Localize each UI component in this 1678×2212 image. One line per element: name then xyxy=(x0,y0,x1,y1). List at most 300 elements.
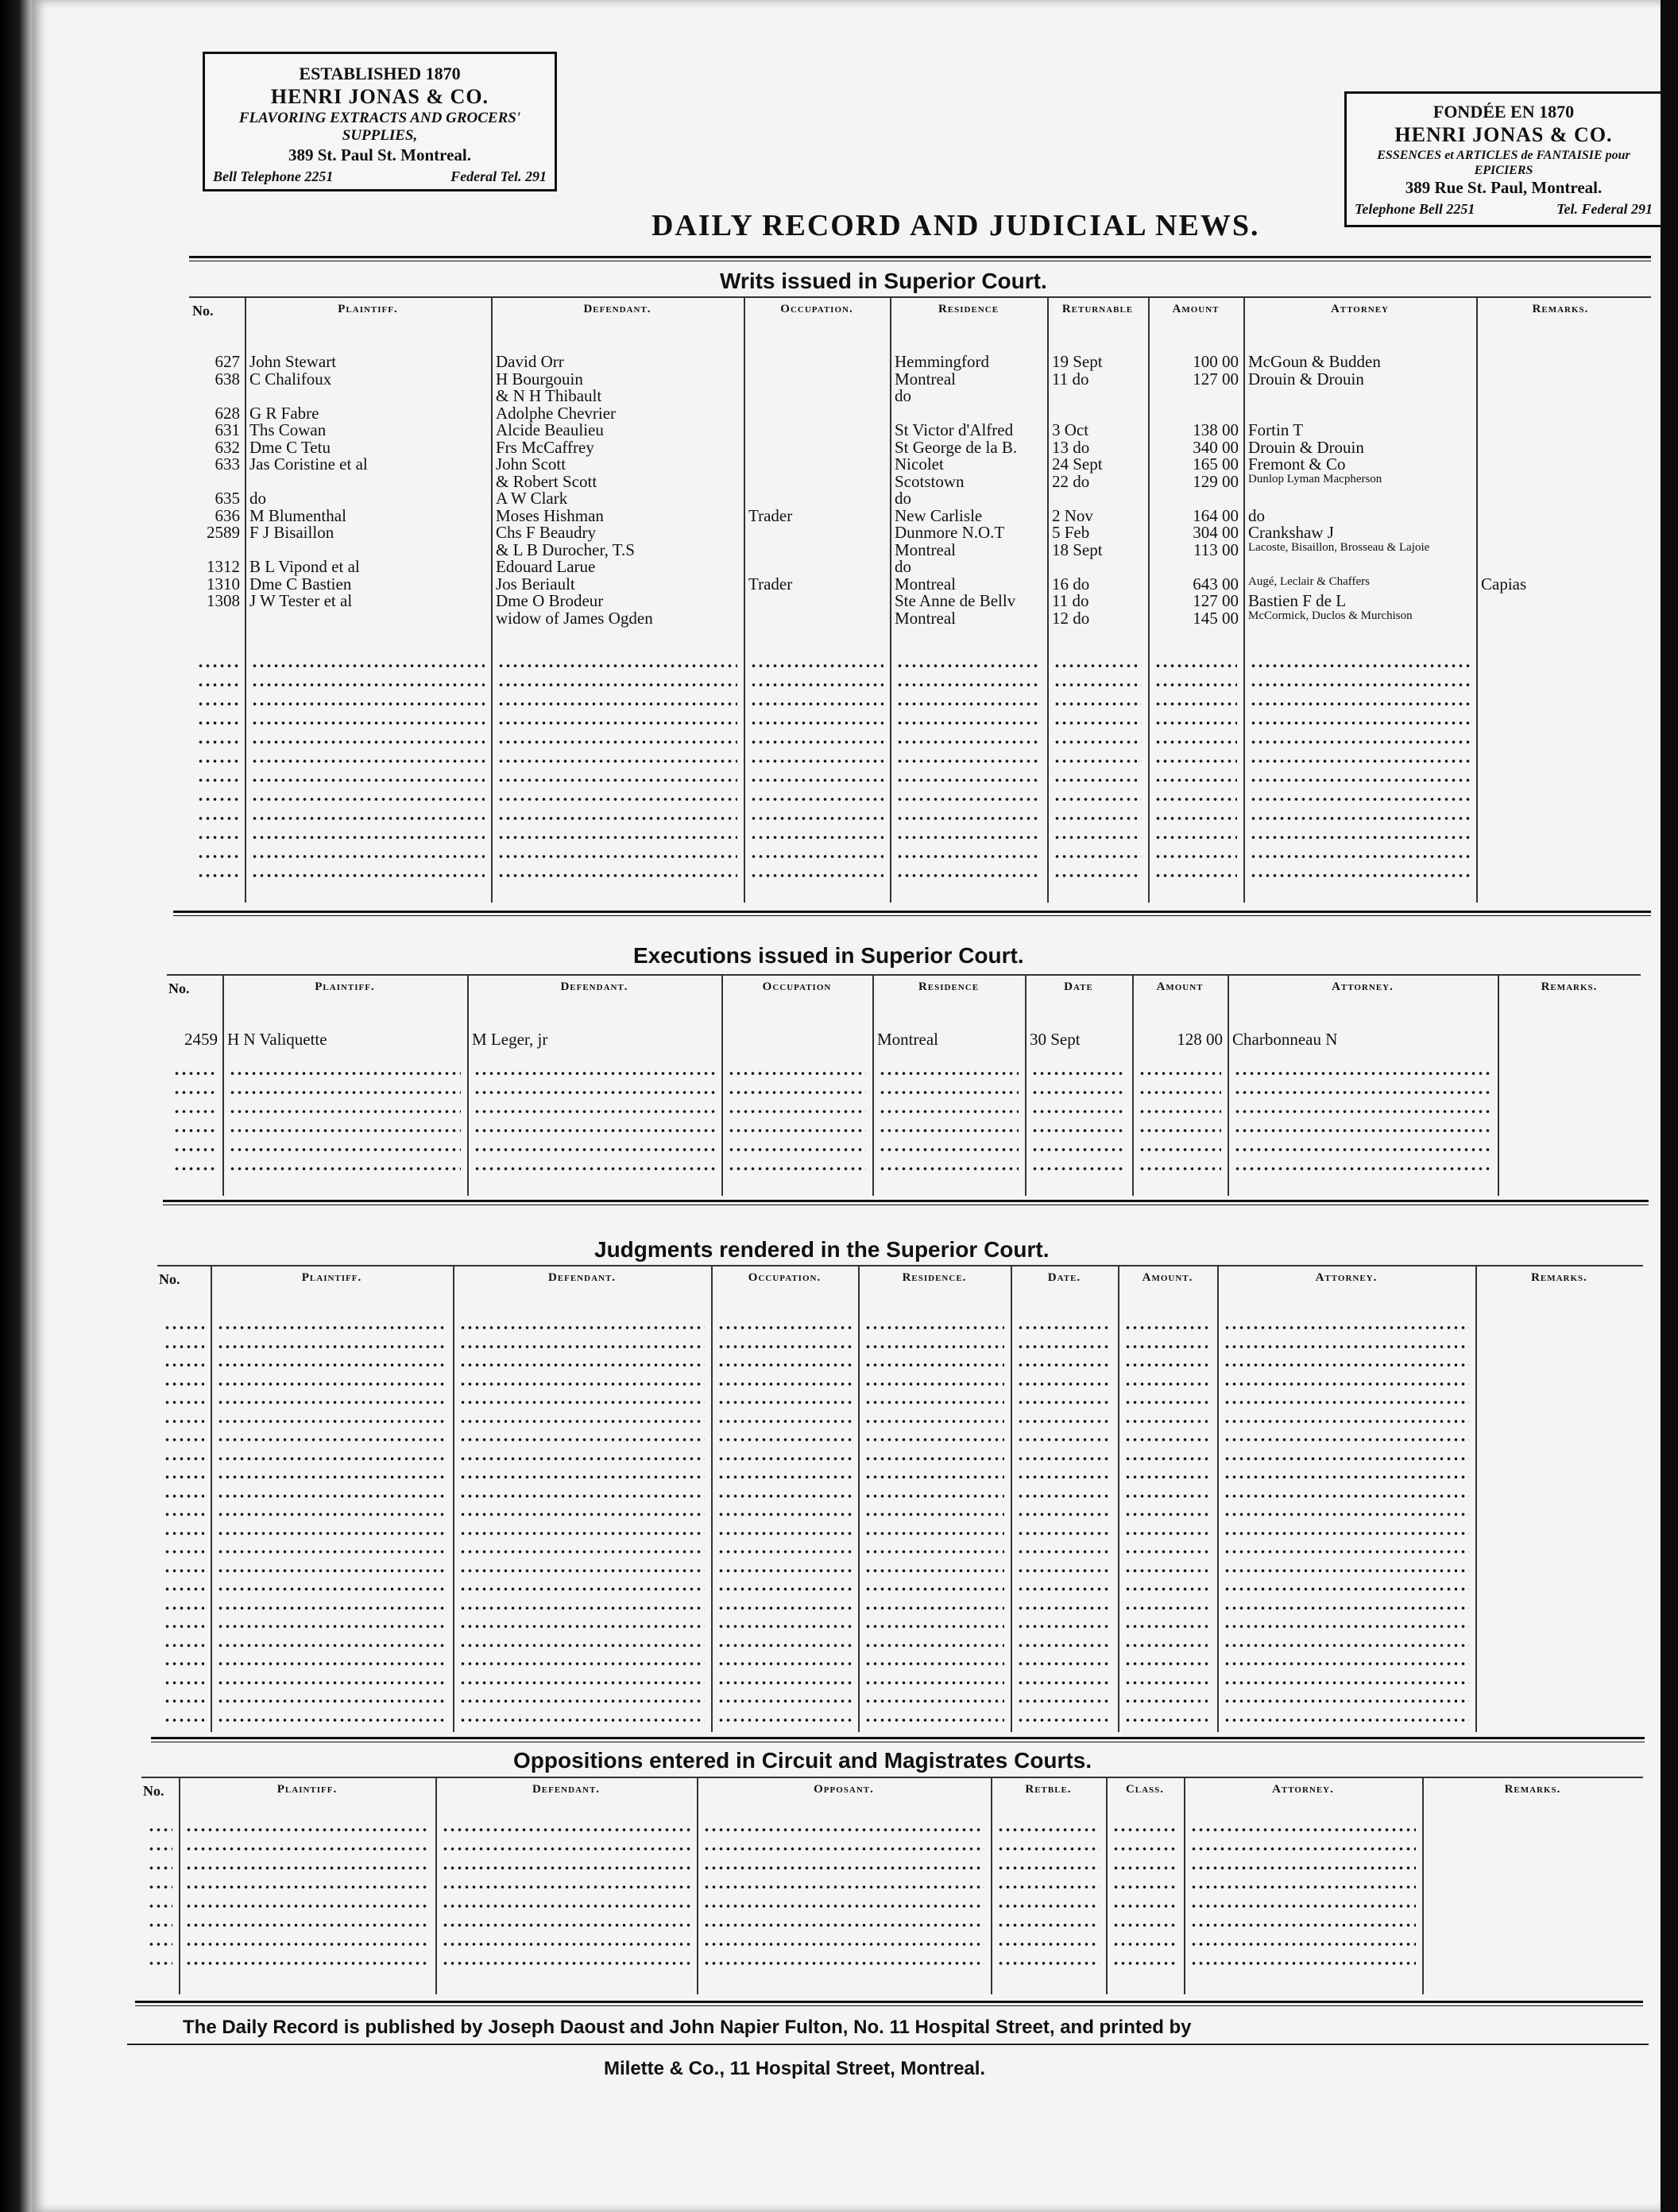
writs-cell-amount: 165 00 xyxy=(1193,454,1239,474)
writs-cell-attorney: Augé, Leclair & Chaffers xyxy=(1248,574,1370,588)
judgments-dotted-leader xyxy=(1224,1512,1469,1517)
executions-cell-defendant: M Leger, jr xyxy=(472,1030,548,1049)
executions-column-divider xyxy=(1498,974,1499,1196)
judgments-dotted-leader xyxy=(459,1661,705,1666)
executions-dotted-leader xyxy=(173,1109,216,1114)
oppositions-dotted-leader xyxy=(703,1827,984,1832)
oppositions-bottom-rule xyxy=(135,2001,1643,2006)
judgments-dotted-leader xyxy=(217,1512,447,1517)
executions-header-7: Attorney. xyxy=(1332,980,1394,993)
oppositions-column-divider xyxy=(697,1777,698,1994)
writs-cell-plaintiff: Dme C Tetu xyxy=(249,437,331,457)
writs-dotted-leader xyxy=(251,778,485,783)
judgments-dotted-leader xyxy=(1124,1606,1211,1611)
writs-dotted-leader xyxy=(197,702,238,706)
executions-dotted-leader xyxy=(728,1166,866,1171)
writs-cell-plaintiff: G R Fabre xyxy=(249,403,319,423)
judgments-dotted-leader xyxy=(717,1494,852,1499)
writs-dotted-leader xyxy=(1250,873,1470,878)
writs-dotted-leader xyxy=(1154,683,1237,687)
writs-dotted-leader xyxy=(1154,759,1237,764)
executions-dotted-leader xyxy=(1234,1147,1491,1152)
writs-dotted-leader xyxy=(896,854,1041,859)
writs-dotted-leader xyxy=(896,759,1041,764)
oppositions-dotted-leader xyxy=(185,1847,429,1851)
writs-dotted-leader xyxy=(251,740,485,744)
oppositions-dotted-leader xyxy=(442,1827,690,1832)
judgments-dotted-leader xyxy=(717,1549,852,1554)
oppositions-dotted-leader xyxy=(1112,1942,1177,1947)
executions-dotted-leader xyxy=(229,1071,461,1076)
writs-column-divider xyxy=(1243,296,1245,903)
oppositions-column-divider xyxy=(1106,1777,1108,1994)
oppositions-dotted-leader xyxy=(703,1904,984,1908)
writs-cell-residence: Montreal xyxy=(895,539,956,559)
writs-cell-residence: do xyxy=(895,489,911,508)
oppositions-dotted-leader xyxy=(1112,1904,1177,1908)
judgments-header-8: Remarks. xyxy=(1531,1271,1587,1284)
judgments-dotted-leader xyxy=(717,1624,852,1629)
judgments-dotted-leader xyxy=(217,1643,447,1648)
judgments-dotted-leader xyxy=(1124,1718,1211,1723)
writs-cell-residence: Montreal xyxy=(895,369,956,389)
ad-right-tel-federal: Tel. Federal 291 xyxy=(1556,201,1653,218)
oppositions-dotted-leader xyxy=(1190,1904,1416,1908)
judgments-dotted-leader xyxy=(1017,1680,1112,1685)
oppositions-dotted-leader xyxy=(703,1961,984,1966)
writs-cell-attorney: McGoun & Budden xyxy=(1248,352,1381,371)
executions-header-rule xyxy=(167,974,1641,976)
oppositions-header-1: Plaintiff. xyxy=(276,1783,338,1796)
ad-left-line2: HENRI JONAS & CO. xyxy=(270,85,489,109)
writs-header-1: Plaintiff. xyxy=(338,303,398,315)
oppositions-dotted-leader xyxy=(185,1961,429,1966)
ad-right-line4: 389 Rue St. Paul, Montreal. xyxy=(1405,177,1603,197)
writs-dotted-leader xyxy=(1054,816,1142,821)
writs-cell-residence: Nicolet xyxy=(895,454,944,474)
oppositions-dotted-leader xyxy=(148,1885,172,1889)
executions-header-3: Occupation xyxy=(762,980,832,993)
executions-dotted-leader xyxy=(1031,1071,1126,1076)
executions-dotted-leader xyxy=(229,1090,461,1095)
judgments-dotted-leader xyxy=(1017,1437,1112,1442)
oppositions-dotted-leader xyxy=(148,1847,172,1851)
writs-dotted-leader xyxy=(1250,759,1470,764)
writs-cell-returnable: 11 do xyxy=(1052,369,1089,389)
writs-cell-attorney: do xyxy=(1248,505,1265,525)
judgments-dotted-leader xyxy=(864,1680,1004,1685)
writs-cell-remarks: Capias xyxy=(1481,574,1527,594)
executions-header-6: Amount xyxy=(1156,980,1204,993)
executions-dotted-leader xyxy=(1139,1109,1221,1114)
oppositions-header-4: Retble. xyxy=(1025,1783,1072,1796)
writs-cell-defendant: & L B Durocher, T.S xyxy=(496,539,635,559)
judgments-dotted-leader xyxy=(1124,1325,1211,1330)
judgments-dotted-leader xyxy=(217,1699,447,1703)
writs-cell-amount: 304 00 xyxy=(1193,523,1239,542)
writs-dotted-leader xyxy=(1154,835,1237,840)
executions-dotted-leader xyxy=(879,1166,1019,1171)
writs-dotted-leader xyxy=(251,854,485,859)
writs-dotted-leader xyxy=(497,835,737,840)
oppositions-dotted-leader xyxy=(442,1961,690,1966)
judgments-dotted-leader xyxy=(1017,1512,1112,1517)
executions-header-5: Date xyxy=(1064,980,1093,993)
judgments-dotted-leader xyxy=(1017,1456,1112,1461)
judgments-dotted-leader xyxy=(459,1699,705,1703)
ad-left-telephone xyxy=(205,165,555,186)
writs-cell-plaintiff: Jas Coristine et al xyxy=(249,454,368,474)
oppositions-column-divider xyxy=(1184,1777,1185,1994)
writs-cell-attorney: Dunlop Lyman Macpherson xyxy=(1248,472,1382,485)
oppositions-dotted-leader xyxy=(148,1866,172,1870)
judgments-dotted-leader xyxy=(1124,1344,1211,1349)
judgments-dotted-leader xyxy=(459,1419,705,1424)
ad-right-tel-bell: Telephone Bell 2251 xyxy=(1355,201,1475,218)
writs-dotted-leader xyxy=(1250,721,1470,725)
writs-cell-occupation: Trader xyxy=(748,505,793,525)
judgments-dotted-leader xyxy=(864,1400,1004,1405)
writs-dotted-leader xyxy=(1054,797,1142,802)
oppositions-dotted-leader xyxy=(997,1847,1100,1851)
judgments-dotted-leader xyxy=(1124,1531,1211,1536)
judgments-dotted-leader xyxy=(1224,1680,1469,1685)
judgments-dotted-leader xyxy=(1017,1382,1112,1386)
writs-dotted-leader xyxy=(750,854,883,859)
writs-cell-no: 636 xyxy=(215,505,240,525)
writs-cell-defendant: & N H Thibault xyxy=(496,386,602,405)
writs-cell-defendant: Adolphe Chevrier xyxy=(496,403,617,423)
writs-dotted-leader xyxy=(1054,721,1142,725)
writs-dotted-leader xyxy=(251,702,485,706)
judgments-dotted-leader xyxy=(217,1344,447,1349)
writs-dotted-leader xyxy=(750,683,883,687)
oppositions-dotted-leader xyxy=(442,1847,690,1851)
judgments-dotted-leader xyxy=(1124,1549,1211,1554)
oppositions-dotted-leader xyxy=(442,1942,690,1947)
writs-header-8: Remarks. xyxy=(1532,303,1589,315)
judgments-dotted-leader xyxy=(1017,1419,1112,1424)
writs-column-divider xyxy=(744,296,745,903)
oppositions-dotted-leader xyxy=(997,1904,1100,1908)
judgments-dotted-leader xyxy=(1224,1531,1469,1536)
writs-dotted-leader xyxy=(197,683,238,687)
writs-dotted-leader xyxy=(750,873,883,878)
oppositions-dotted-leader xyxy=(148,1942,172,1947)
writs-cell-amount: 643 00 xyxy=(1193,574,1239,594)
executions-dotted-leader xyxy=(1234,1109,1491,1114)
writs-dotted-leader xyxy=(497,683,737,687)
executions-dotted-leader xyxy=(1234,1071,1491,1076)
writs-dotted-leader xyxy=(896,702,1041,706)
judgments-dotted-leader xyxy=(864,1456,1004,1461)
writs-cell-residence: St Victor d'Alfred xyxy=(895,420,1014,439)
writs-bottom-rule xyxy=(173,911,1651,916)
writs-cell-amount: 145 00 xyxy=(1193,608,1239,628)
oppositions-dotted-leader xyxy=(148,1827,172,1832)
judgments-dotted-leader xyxy=(459,1382,705,1386)
judgments-dotted-leader xyxy=(717,1400,852,1405)
executions-dotted-leader xyxy=(474,1071,715,1076)
writs-cell-plaintiff: B L Vipond et al xyxy=(249,557,360,576)
writs-cell-defendant: John Scott xyxy=(496,454,566,474)
writs-dotted-leader xyxy=(197,721,238,725)
executions-cell-no: 2459 xyxy=(184,1030,218,1049)
judgments-dotted-leader xyxy=(217,1325,447,1330)
executions-dotted-leader xyxy=(1139,1147,1221,1152)
judgments-dotted-leader xyxy=(1224,1363,1469,1367)
writs-cell-returnable: 5 Feb xyxy=(1052,523,1090,542)
judgments-dotted-leader xyxy=(1224,1400,1469,1405)
judgments-dotted-leader xyxy=(1224,1624,1469,1629)
judgments-dotted-leader xyxy=(717,1344,852,1349)
oppositions-dotted-leader xyxy=(703,1923,984,1928)
writs-dotted-leader xyxy=(197,854,238,859)
writs-column-divider xyxy=(1047,296,1049,903)
judgments-dotted-leader xyxy=(217,1456,447,1461)
writs-cell-attorney: Drouin & Drouin xyxy=(1248,437,1364,457)
oppositions-header-2: Defendant. xyxy=(532,1783,601,1796)
writs-cell-residence: Dunmore N.O.T xyxy=(895,523,1005,542)
judgments-dotted-leader xyxy=(864,1718,1004,1723)
writs-header-3: Occupation. xyxy=(780,303,853,315)
judgments-header-1: Plaintiff. xyxy=(301,1271,362,1284)
judgments-dotted-leader xyxy=(217,1661,447,1666)
judgments-dotted-leader xyxy=(1224,1344,1469,1349)
judgments-column-divider xyxy=(211,1265,212,1732)
writs-cell-amount: 100 00 xyxy=(1193,352,1239,371)
judgments-dotted-leader xyxy=(459,1624,705,1629)
writs-dotted-leader xyxy=(1054,854,1142,859)
judgments-dotted-leader xyxy=(1224,1475,1469,1479)
writs-cell-plaintiff: John Stewart xyxy=(249,352,337,371)
judgments-dotted-leader xyxy=(1017,1344,1112,1349)
writs-cell-attorney: Drouin & Drouin xyxy=(1248,369,1364,389)
judgments-dotted-leader xyxy=(1124,1456,1211,1461)
judgments-dotted-leader xyxy=(164,1475,204,1479)
judgments-dotted-leader xyxy=(459,1400,705,1405)
executions-cell-amount: 128 00 xyxy=(1177,1030,1223,1049)
writs-dotted-leader xyxy=(197,663,238,668)
oppositions-dotted-leader xyxy=(185,1885,429,1889)
writs-dotted-leader xyxy=(896,683,1041,687)
writs-cell-residence: Hemmingford xyxy=(895,352,989,371)
writs-dotted-leader xyxy=(1250,835,1470,840)
judgments-dotted-leader xyxy=(1224,1456,1469,1461)
judgments-dotted-leader xyxy=(164,1325,204,1330)
judgments-dotted-leader xyxy=(864,1382,1004,1386)
judgments-dotted-leader xyxy=(864,1624,1004,1629)
masthead-title: DAILY RECORD AND JUDICIAL NEWS. xyxy=(651,209,1260,242)
writs-cell-residence: do xyxy=(895,386,911,405)
writs-dotted-leader xyxy=(1250,740,1470,744)
writs-cell-residence: do xyxy=(895,557,911,576)
judgments-dotted-leader xyxy=(717,1718,852,1723)
ad-left xyxy=(203,52,557,191)
writs-dotted-leader xyxy=(750,702,883,706)
judgments-dotted-leader xyxy=(1124,1363,1211,1367)
writs-dotted-leader xyxy=(750,759,883,764)
executions-dotted-leader xyxy=(879,1071,1019,1076)
judgments-dotted-leader xyxy=(217,1606,447,1611)
oppositions-dotted-leader xyxy=(1190,1885,1416,1889)
judgments-dotted-leader xyxy=(1224,1606,1469,1611)
judgments-header-0: No. xyxy=(159,1271,180,1287)
oppositions-dotted-leader xyxy=(997,1942,1100,1947)
oppositions-dotted-leader xyxy=(185,1827,429,1832)
writs-cell-residence: New Carlisle xyxy=(895,505,983,525)
judgments-dotted-leader xyxy=(864,1494,1004,1499)
judgments-dotted-leader xyxy=(1124,1512,1211,1517)
oppositions-dotted-leader xyxy=(442,1866,690,1870)
oppositions-dotted-leader xyxy=(148,1923,172,1928)
writs-cell-amount: 138 00 xyxy=(1193,420,1239,439)
oppositions-dotted-leader xyxy=(442,1904,690,1908)
writs-cell-defendant: Dme O Brodeur xyxy=(496,591,604,610)
oppositions-dotted-leader xyxy=(185,1866,429,1870)
judgments-dotted-leader xyxy=(459,1363,705,1367)
judgments-dotted-leader xyxy=(1017,1624,1112,1629)
ad-left-line1: ESTABLISHED 1870 xyxy=(299,64,461,83)
writs-dotted-leader xyxy=(750,835,883,840)
executions-dotted-leader xyxy=(1139,1128,1221,1133)
writs-cell-defendant: A W Clark xyxy=(496,489,568,508)
writs-dotted-leader xyxy=(896,778,1041,783)
writs-cell-returnable: 3 Oct xyxy=(1052,420,1089,439)
writs-dotted-leader xyxy=(896,663,1041,668)
judgments-header-7: Attorney. xyxy=(1315,1271,1378,1284)
oppositions-dotted-leader xyxy=(997,1961,1100,1966)
judgments-dotted-leader xyxy=(717,1325,852,1330)
ad-left-tel-federal: Federal Tel. 291 xyxy=(450,168,547,185)
oppositions-header-0: No. xyxy=(143,1783,164,1799)
oppositions-dotted-leader xyxy=(1190,1961,1416,1966)
judgments-dotted-leader xyxy=(459,1475,705,1479)
writs-dotted-leader xyxy=(750,740,883,744)
writs-cell-attorney: Lacoste, Bisaillon, Brosseau & Lajoie xyxy=(1248,540,1430,554)
judgments-dotted-leader xyxy=(717,1419,852,1424)
writs-dotted-leader xyxy=(1154,778,1237,783)
writs-cell-defendant: Moses Hishman xyxy=(496,505,604,525)
executions-dotted-leader xyxy=(173,1071,216,1076)
executions-header-0: No. xyxy=(168,980,190,996)
judgments-dotted-leader xyxy=(164,1419,204,1424)
executions-dotted-leader xyxy=(1031,1166,1126,1171)
judgments-dotted-leader xyxy=(1017,1363,1112,1367)
writs-cell-no: 632 xyxy=(215,437,240,457)
writs-header-0: No. xyxy=(192,303,214,319)
writs-dotted-leader xyxy=(896,816,1041,821)
ad-left-tel-bell: Bell Telephone 2251 xyxy=(213,168,334,185)
writs-cell-defendant: Edouard Larue xyxy=(496,557,596,576)
ad-right-line1: FONDÉE EN 1870 xyxy=(1432,102,1575,122)
judgments-dotted-leader xyxy=(1017,1643,1112,1648)
judgments-dotted-leader xyxy=(459,1680,705,1685)
oppositions-column-divider xyxy=(991,1777,992,1994)
oppositions-dotted-leader xyxy=(148,1961,172,1966)
judgments-dotted-leader xyxy=(459,1494,705,1499)
writs-dotted-leader xyxy=(197,873,238,878)
writs-cell-residence: Montreal xyxy=(895,608,956,628)
ad-right xyxy=(1344,91,1663,227)
writs-dotted-leader xyxy=(1250,683,1470,687)
judgments-dotted-leader xyxy=(217,1382,447,1386)
judgments-dotted-leader xyxy=(1124,1568,1211,1573)
judgments-dotted-leader xyxy=(164,1549,204,1554)
footer-top-rule xyxy=(127,2044,1649,2045)
writs-cell-returnable: 16 do xyxy=(1052,574,1090,594)
oppositions-dotted-leader xyxy=(185,1923,429,1928)
executions-title: Executions issued in Superior Court. xyxy=(633,943,1024,968)
judgments-dotted-leader xyxy=(1124,1400,1211,1405)
judgments-dotted-leader xyxy=(864,1344,1004,1349)
executions-dotted-leader xyxy=(229,1147,461,1152)
writs-cell-plaintiff: F J Bisaillon xyxy=(249,523,334,542)
oppositions-dotted-leader xyxy=(997,1885,1100,1889)
writs-header-6: Amount xyxy=(1172,303,1220,315)
writs-dotted-leader xyxy=(497,797,737,802)
writs-dotted-leader xyxy=(1250,663,1470,668)
writs-dotted-leader xyxy=(750,778,883,783)
writs-column-divider xyxy=(1476,296,1478,903)
executions-dotted-leader xyxy=(1031,1109,1126,1114)
judgments-dotted-leader xyxy=(459,1456,705,1461)
oppositions-header-rule xyxy=(141,1777,1643,1778)
writs-cell-defendant: Jos Beriault xyxy=(496,574,575,594)
oppositions-column-divider xyxy=(1422,1777,1424,1994)
writs-header-rule xyxy=(189,296,1651,298)
judgments-dotted-leader xyxy=(717,1456,852,1461)
judgments-dotted-leader xyxy=(1017,1606,1112,1611)
oppositions-dotted-leader xyxy=(1190,1847,1416,1851)
judgments-dotted-leader xyxy=(459,1643,705,1648)
footer-line2: Milette & Co., 11 Hospital Street, Montreal. xyxy=(604,2058,986,2079)
executions-dotted-leader xyxy=(1031,1090,1126,1095)
judgments-dotted-leader xyxy=(864,1661,1004,1666)
executions-cell-attorney: Charbonneau N xyxy=(1232,1030,1338,1049)
judgments-dotted-leader xyxy=(217,1680,447,1685)
writs-column-divider xyxy=(890,296,891,903)
judgments-dotted-leader xyxy=(1224,1325,1469,1330)
writs-dotted-leader xyxy=(497,759,737,764)
judgments-dotted-leader xyxy=(717,1643,852,1648)
judgments-dotted-leader xyxy=(1224,1699,1469,1703)
judgments-dotted-leader xyxy=(864,1587,1004,1591)
judgments-dotted-leader xyxy=(1224,1718,1469,1723)
judgments-header-rule xyxy=(157,1265,1643,1266)
executions-dotted-leader xyxy=(879,1090,1019,1095)
writs-dotted-leader xyxy=(1154,854,1237,859)
judgments-dotted-leader xyxy=(217,1549,447,1554)
writs-dotted-leader xyxy=(1054,683,1142,687)
judgments-column-divider xyxy=(711,1265,713,1732)
writs-cell-amount: 127 00 xyxy=(1193,591,1239,610)
judgments-dotted-leader xyxy=(459,1512,705,1517)
writs-dotted-leader xyxy=(896,740,1041,744)
writs-dotted-leader xyxy=(197,759,238,764)
oppositions-dotted-leader xyxy=(703,1885,984,1889)
writs-cell-returnable: 19 Sept xyxy=(1052,352,1103,371)
executions-cell-date: 30 Sept xyxy=(1030,1030,1081,1049)
writs-column-divider xyxy=(245,296,246,903)
writs-dotted-leader xyxy=(1250,854,1470,859)
judgments-dotted-leader xyxy=(1017,1587,1112,1591)
executions-column-divider xyxy=(721,974,723,1196)
writs-cell-returnable: 18 Sept xyxy=(1052,539,1103,559)
judgments-dotted-leader xyxy=(1124,1475,1211,1479)
writs-dotted-leader xyxy=(750,663,883,668)
oppositions-dotted-leader xyxy=(1112,1885,1177,1889)
